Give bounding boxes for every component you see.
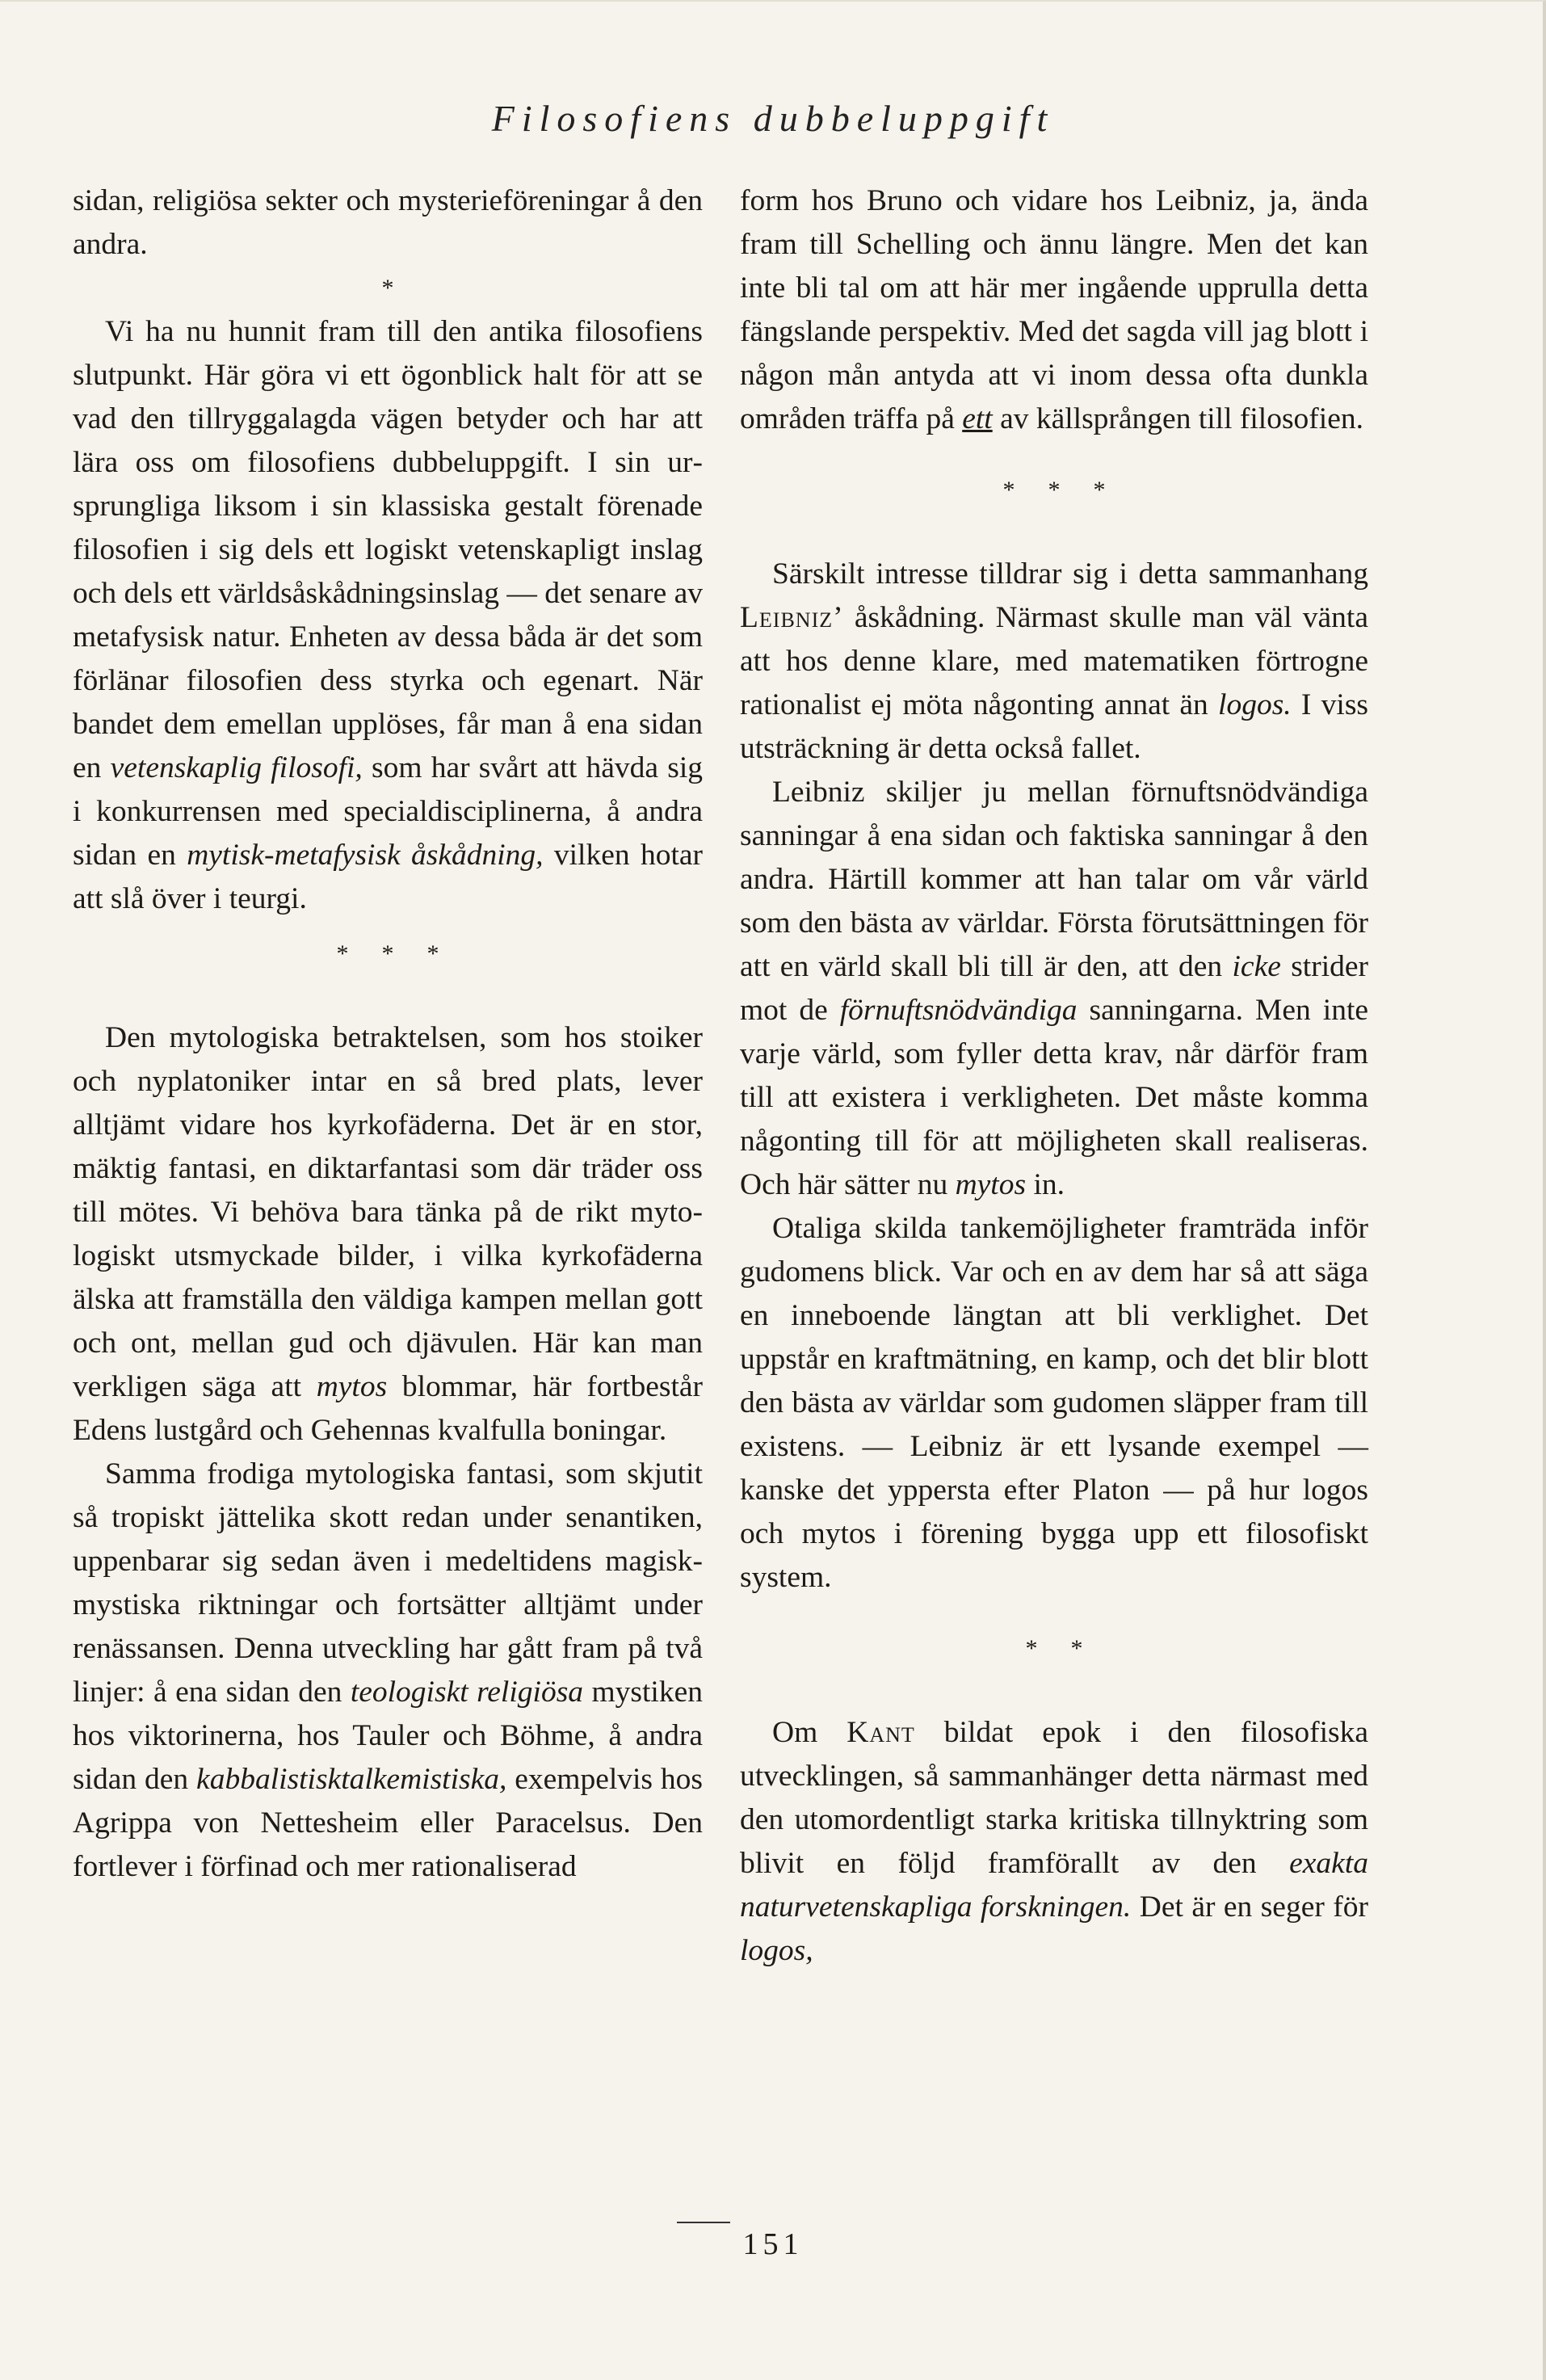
right-column: [740, 179, 1368, 1973]
section-separator: * * *: [1002, 477, 1106, 503]
section-separator: [73, 267, 703, 310]
paragraph: Om Kant bildat epok i den filosofiska utvecklingen, så sammanhänger detta närmast med den utomordentligt starka kritiska tillnyktring som blivit en följd framförallt av den exakta naturvetenskapliga forskningen. Det är en seger för logos,: [740, 1716, 1369, 1967]
page-number: 151: [742, 2227, 804, 2261]
paragraph: Den mytologiska betraktelsen, som hos stoiker och nyplatoniker intar en så bred plats, lever alltjämt vidare hos kyrkofäderna. Det är en stor, mäktig fantasi, en diktarfantasi som där träder oss till mötes. Vi behöva bara tänka på de rikt mytologiskt utsmyckade bilder, i vilka kyrkofäderna älska att framställa den väldiga kampen mellan gott och ont, mellan gud och djävulen. Här kan man verkligen säga att mytos blommar, här fortbestår Edens lustgård och Gehennas kvalfulla boningar.: [73, 1021, 703, 1447]
paragraph: Samma frodiga mytologiska fantasi, som skjutit så tropiskt jättelika skott redan under senantiken, uppenbarar sig sedan även i medeltidens magisk-mystiska riktningar och fortsätter alltjämt under renässansen. Denna utveckling har gått fram på två linjer: å ena sidan den teologiskt religiösa mystiken hos viktorinerna, hos Tauler och Böhme, å andra sidan den kabbalistisktalkemistiska, exempelvis hos Agrippa von Nettesheim eller Paracelsus. Den fortlever i förfinad och mer rationaliserad: [73, 1457, 703, 1883]
paragraph: Otaliga skilda tankemöjligheter framträda inför gudomens blick. Var och en av dem har så att säga en inneboende längtan att bli verklighet. Det uppstår en kraftmätning, en kamp, och det blir blott den bästa av världar som gudomen släpper fram till existens. — Leibniz är ett lysande exempel — kanske det yppersta efter Platon — på hur logos och mytos i förening bygga upp ett filosofiskt system.: [740, 1212, 1368, 1594]
paragraph: Särskilt intresse tilldrar sig i detta sammanhang Leibniz’ åskådning. Närmast skulle man väl vänta att hos denne klare, med matematiken förtrogne rationalist ej möta någonting annat än logos. I viss utsträckning är detta också fallet.: [740, 557, 1369, 765]
paragraph: sidan, religiösa sekter och mysterieföreningar å den andra.: [73, 184, 703, 261]
section-separator: * * *: [336, 940, 439, 967]
paragraph: Leibniz skiljer ju mellan förnuftsnödvändiga sanningar å ena sidan och faktiska sanningar å den andra. Härtill kommer att han talar om vår värld som den bästa av världar. Första förutsättningen för att en värld skall bli till är den, att den icke strider mot de förnuftsnödvändiga sanningarna. Men inte varje värld, som fyller detta krav, når därför fram till att existera i verkligheten. Det måste komma någonting till för att möjligheten skall realiseras. Och här sätter nu mytos in.: [740, 776, 1369, 1201]
asterisk: *: [381, 275, 394, 301]
paragraph: Vi ha nu hunnit fram till den antika filosofiens slutpunkt. Här göra vi ett ögonblick halt för att se vad den tillryggalagda vägen betyder och har att lära oss om filosofiens dubbeluppgift. I sin ursprungliga liksom i sin klassiska gestalt förenade filosofien i sig dels ett logiskt vetenskapligt inslag och dels ett världsåskådningsinslag — det senare av metafysisk natur. Enheten av dessa båda är det som förlänar filosofien dess styrka och egenart. När bandet dem emellan upplöses, får man å ena sidan en vetenskaplig filosofi, som har svårt att hävda sig i konkurrensen med specialdisciplinerna, å andra sidan en mytisk-metafysisk åskådning, vilken hotar att slå över i teurgi.: [73, 315, 704, 915]
section-separator: * *: [1025, 1635, 1083, 1662]
paragraph: form hos Bruno och vidare hos Leibniz, ja, ända fram till Schelling och ännu längre. Men det kan inte bli tal om att här mer ingående upprulla detta fängslande perspektiv. Med det sagda vill jag blott i någon mån antyda att vi inom dessa ofta dunkla områden träffa på ett av källsprången till filosofien.: [740, 184, 1368, 435]
running-title: Filosofiens dubbeluppgift: [491, 98, 1055, 139]
page-number-rule: [677, 2222, 730, 2223]
left-column: [73, 179, 703, 1889]
